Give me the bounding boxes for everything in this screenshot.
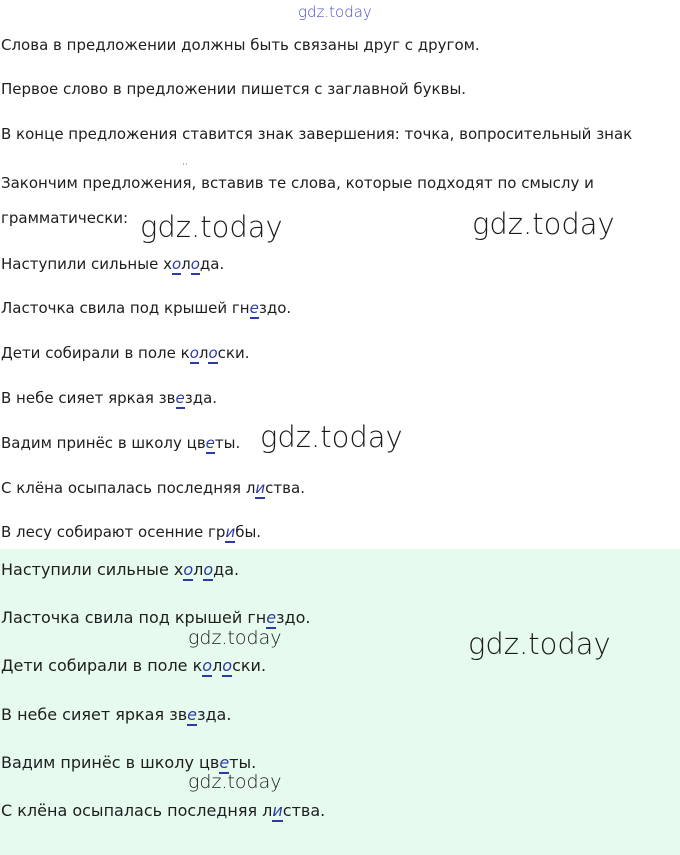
inserted-letter: е <box>266 608 277 627</box>
inserted-letter: и <box>225 523 236 541</box>
watermark: gdz.today <box>188 627 282 649</box>
watermark: gdz.today <box>260 420 403 454</box>
inserted-letter: е <box>219 753 230 772</box>
inserted-letter: о <box>222 656 233 675</box>
inserted-letter: о <box>208 344 218 362</box>
instruction-line: грамматически: <box>1 209 129 227</box>
sentence: Вадим принёс в школу цветы. <box>1 434 241 452</box>
instruction-line: Закончим предложения, вставив те слова, которые подходят по смыслу и <box>1 174 594 192</box>
sentence: Дети собирали в поле колоски. <box>1 344 250 362</box>
sentence: Наступили сильные холода. <box>1 255 225 273</box>
inserted-letter: и <box>272 801 283 820</box>
inserted-letter: е <box>249 299 259 317</box>
sentence: С клёна осыпалась последняя листва. <box>1 479 305 497</box>
watermark: gdz.today <box>140 210 283 244</box>
inserted-letter: е <box>205 434 215 452</box>
watermark-top: gdz.today <box>298 3 372 21</box>
rule-line: Первое слово в предложении пишется с заглавной буквы. <box>1 80 467 98</box>
watermark: gdz.today <box>188 771 282 793</box>
inserted-letter: о <box>189 344 199 362</box>
inserted-letter: о <box>202 656 213 675</box>
sentence: В небе сияет яркая звезда. <box>1 389 218 407</box>
rule-line: Слова в предложении должны быть связаны друг с другом. <box>1 36 480 54</box>
inserted-letter: и <box>255 479 266 497</box>
inserted-letter: о <box>190 255 200 273</box>
inserted-letter: е <box>175 389 185 407</box>
sentence: В лесу собирают осенние грибы. <box>1 523 262 541</box>
inserted-letter: о <box>171 255 182 273</box>
answer-sentence: С клёна осыпалась последняя листва. <box>1 801 326 820</box>
inserted-letter: о <box>183 560 194 579</box>
answer-sentence: В небе сияет яркая звезда. <box>1 705 232 724</box>
answer-sentence: Ласточка свила под крышей гнездо. <box>1 608 311 627</box>
answer-sentence: Наступили сильные холода. <box>1 560 240 579</box>
sentence: Ласточка свила под крышей гнездо. <box>1 299 292 317</box>
stray-dots: ·· <box>182 160 188 170</box>
answer-sentence: Дети собирали в поле колоски. <box>1 656 267 675</box>
watermark: gdz.today <box>472 207 615 241</box>
watermark: gdz.today <box>468 627 611 661</box>
inserted-letter: о <box>203 560 214 579</box>
answer-sentence: Вадим принёс в школу цветы. <box>1 753 257 772</box>
answer-panel <box>0 549 680 855</box>
rule-line: В конце предложения ставится знак завершения: точка, вопросительный знак <box>1 125 633 143</box>
inserted-letter: е <box>187 705 197 724</box>
